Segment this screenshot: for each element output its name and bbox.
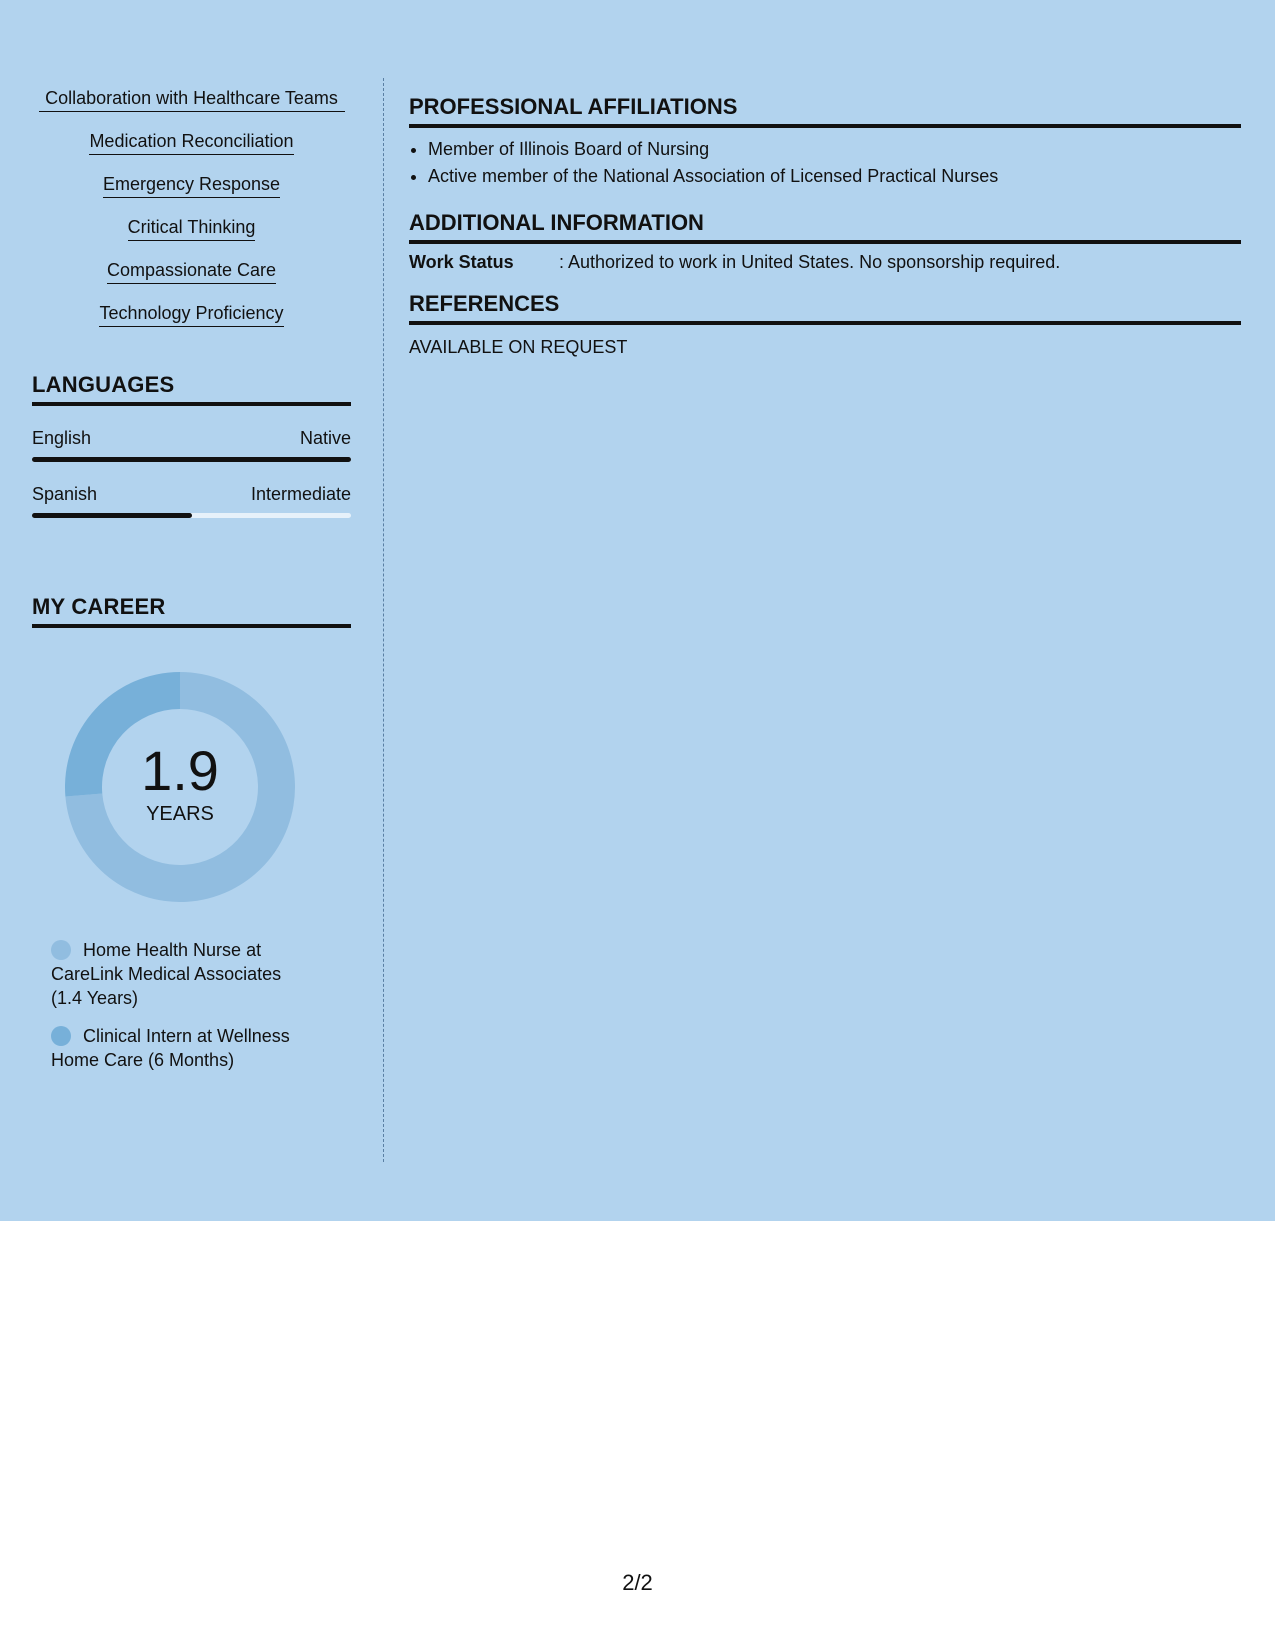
language-level: Intermediate <box>250 484 351 504</box>
right-column <box>409 94 1241 358</box>
language-proficiency-fill <box>32 513 192 518</box>
work-status-label: Work Status <box>409 252 514 272</box>
career-legend-item <box>51 938 311 1010</box>
language-proficiency-fill <box>32 457 351 462</box>
work-status-value: : Authorized to work in United States. No sponsorship required. <box>559 252 1061 272</box>
affiliations-section <box>409 94 1241 190</box>
additional-info-heading: ADDITIONAL INFORMATION <box>409 210 1241 244</box>
language-level: Native <box>299 428 351 448</box>
career-donut-chart <box>65 672 295 902</box>
skill-item: Compassionate Care <box>107 258 276 284</box>
affiliation-item: • Active member of the National Association of Licensed Practical Nurses <box>428 163 1241 190</box>
legend-label: Clinical Intern at Wellness Home Care (6 Months) <box>51 1026 290 1070</box>
career-total-value: 1.9 <box>141 738 219 802</box>
affiliation-item: • Member of Illinois Board of Nursing <box>428 136 1241 163</box>
references-section <box>409 291 1241 358</box>
column-divider <box>383 78 384 1162</box>
skill-item: Technology Proficiency <box>99 301 283 327</box>
references-text: AVAILABLE ON REQUEST <box>409 337 628 357</box>
language-item <box>32 428 351 462</box>
legend-dot <box>51 940 71 960</box>
legend-label: Home Health Nurse at CareLink Medical Associates (1.4 Years) <box>51 940 282 1008</box>
language-proficiency-bar <box>32 513 351 518</box>
skill-item: Critical Thinking <box>128 215 256 241</box>
language-proficiency-bar <box>32 457 351 462</box>
career-section <box>32 594 351 1072</box>
skill-item: Emergency Response <box>103 172 280 198</box>
language-name: Spanish <box>32 484 98 504</box>
page-number: 2/2 <box>622 1570 653 1595</box>
skill-item: Collaboration with Healthcare Teams <box>39 86 345 112</box>
left-column <box>32 86 351 1086</box>
work-status-row <box>409 252 1241 273</box>
career-total <box>65 672 295 902</box>
career-legend-item <box>51 1024 311 1072</box>
skill-item: Medication Reconciliation <box>89 129 293 155</box>
career-heading: MY CAREER <box>32 594 351 628</box>
skills-list <box>32 86 351 344</box>
career-legend <box>51 938 311 1072</box>
languages-section <box>32 372 351 518</box>
career-total-unit: YEARS <box>146 802 214 825</box>
references-heading: REFERENCES <box>409 291 1241 325</box>
legend-dot <box>51 1026 71 1046</box>
additional-info-section <box>409 210 1241 273</box>
affiliations-heading: PROFESSIONAL AFFILIATIONS <box>409 94 1241 128</box>
languages-heading: LANGUAGES <box>32 372 351 406</box>
language-name: English <box>32 428 92 448</box>
language-item <box>32 484 351 518</box>
affiliations-list <box>409 136 1241 190</box>
